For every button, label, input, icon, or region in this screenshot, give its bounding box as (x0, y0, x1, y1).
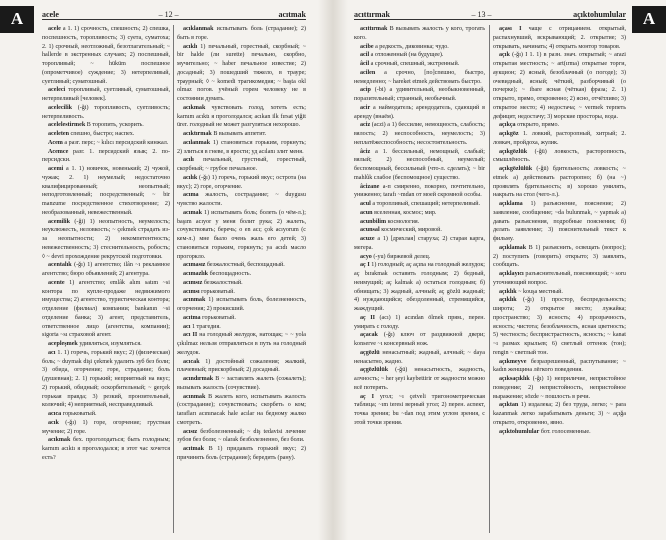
headword: açıkgöz (499, 131, 519, 137)
definition: на голодный желудок, натощак; ~ ~ yola çıkılmaz нельзя отправляться в путь на голодный желудок. (177, 332, 306, 356)
definition: 1 трагедия. (191, 323, 221, 330)
definition: (-ğı) 1) простор, беспредельность; широта; 2) открытое место; лужайка; пространство; 3) ясность; 4) прозрачность, ясность; чистота; безоблачность, ясная цветность; 5) честность; беспристрастность, ясность; ~ kanat ~ı размах крыльев; 6) светлый оттенок (тон); rengin ~ светлый тон. (493, 297, 626, 356)
headword: açıklık (499, 297, 517, 304)
dictionary-entry (493, 288, 626, 297)
dictionary-entry (42, 410, 170, 419)
dictionary-entry (354, 218, 485, 227)
dictionary-entry (177, 279, 306, 288)
definition: разг. 1. персидский язык; 2. по-персидски. (42, 148, 170, 164)
definition: a разг. перс; ~ kılıcı персидский кинжал. (64, 139, 169, 146)
dictionary-entry (354, 314, 485, 332)
dictionary-column (177, 25, 306, 535)
dictionary-entry (42, 279, 170, 340)
definition: торопливый, суетливый, суматошный, нетерпеливый [человек]. (42, 87, 170, 102)
definition: горьковатый. (201, 288, 235, 295)
dictionary-entry (177, 25, 306, 43)
dictionary-entry (354, 69, 485, 87)
headword: acıklanmak (183, 26, 214, 32)
dictionary-entry (354, 331, 485, 349)
definition: (-ğü) бдительность; ловкость; ~ etmek а) действовать расторопно; б) (на ~) проявлять бдительность; в) хорошо умилять, накрыть на стол (чего-л.). (493, 166, 626, 199)
dictionary-entry (354, 148, 485, 183)
definition: космический, мировой. (381, 227, 442, 234)
headword: acımsı (183, 288, 200, 295)
definition: безразрешенный, распутывание; ~ kadın женщина лёгкого поведения. (493, 358, 626, 374)
dictionary-entry (493, 200, 626, 244)
definition: удивляться, изумляться. (79, 341, 142, 347)
definition: (aczi) а 1) бессилие, немощность, слабость; вялость; 2) неспособность, неумелость; 3) неплатёжеспособность; несостоятельность. (354, 122, 485, 146)
definition: безболезненный; ~ diş tedavisi лечение зубов без боли; ~ olarak безболезненно, без боли. (177, 428, 306, 444)
definition: (-ğı) 1) агентство; ilân ~ı рекламное агентство; бюро объявлений; 2) агентура. (42, 262, 170, 277)
right-guide-word-first: acıttırmak (354, 10, 390, 19)
dictionary-entry (177, 428, 306, 446)
headword: açası I (499, 26, 522, 32)
definition: В жалеть кого, испытывать жалость (сострадание); сочувствовать; скорбеть о ком; tarafları acınınacak hale acılar на бедному жалко смотреть. (177, 393, 306, 426)
headword: acımak (183, 209, 202, 216)
headword: açıktohumlular (499, 428, 540, 435)
definition: (-ği) 1) неопытность, неумелость; неуклюжесть, неловкость; ~ çekmek страдать из-за неопытности; 2) некомпетентность; невежественность; 3) стеснительность, робость; ◊ ~ devri прохождение рекрутской подготовки. (42, 218, 170, 260)
headword: açıkgözlük (499, 148, 528, 155)
definition: 1) издалека; 2) без труда, легко; ~ para kazanmak легко зарабатывать деньги; 3) ~ açığa открыто, откровенно, явно. (493, 402, 626, 426)
headword: acemi (48, 166, 64, 172)
headword: acıkmak (48, 437, 71, 444)
headword: acilen (360, 69, 376, 76)
dictionary-entry (493, 401, 626, 427)
headword: acınmak (183, 393, 206, 400)
definition: вселенная, космос; мир. (374, 209, 437, 216)
dictionary-entry (42, 104, 170, 122)
column-divider (489, 25, 490, 533)
definition: 1) печальный, горестный, скорбный; ~ bir halde (ли surette) печально, скорбно, мучительно; ~ haber печальное известие; 2) досадный; 3) пошедший тяжело, в трауре; траурный; ◊ ~ komedi трагикомедия; ~ başta okl olmaz погов. учёный горем человеку не в состоянии думать. (177, 43, 306, 102)
dictionary-entry (354, 86, 485, 104)
dictionary-entry (42, 218, 170, 262)
definition: а торопливый, спешащий; нетерпеливый. (372, 201, 481, 207)
headword: âcil (360, 61, 370, 67)
headword: acelelestirmek (48, 122, 86, 129)
definition: a 1. 1) срочность, спешность; 2) спешка, поспешность, торопливость; 3) суета, суматоха; 2. 1) срочный, неотложный, безотлагательный; ~ hallerde в экстренных случаях; 2) поспешный, торопливый; ~ hüküm поспешное (опрометчивое) суждение; 3) нетерпеливый, суетливый; суматошный. (42, 26, 170, 85)
headword: acıtma (183, 314, 201, 321)
headword: acınmak (183, 297, 206, 304)
dictionary-entry (354, 60, 485, 69)
headword: acıtmak (183, 446, 204, 452)
definition: (-ğı) ключ от раздвижной двери; konserve ~ı консервный нож. (354, 332, 485, 347)
headword: acındırmak (183, 376, 214, 382)
definition: В ~ заставлять жалеть (сожалеть); вызывать жалость (сочувствие). (177, 376, 306, 391)
headword: açıksaçıklık (499, 376, 530, 382)
definition: (-ğı) 1) горе, огорчение; грустная мучение; 2) горе. (42, 419, 170, 435)
dictionary-entry (354, 121, 485, 147)
definition: а редкость, диковинка; чудо. (375, 43, 449, 50)
definition: безжалостный, беспощадный. (206, 262, 285, 269)
definition: ~ kouşa местный. (518, 288, 563, 295)
thumb-index-tab-left: A (0, 6, 34, 33)
dictionary-entry (354, 366, 485, 392)
definition: а срочный, спешный, экстренный. (370, 61, 460, 67)
headword: aç II (360, 314, 376, 321)
headword: açık (499, 52, 510, 59)
definition: печальный, грустный, горестный, скорбный; ~ грубое печальное. (177, 157, 306, 172)
page-gutter (318, 0, 348, 540)
headword: acul (360, 201, 371, 207)
definition: В вызывать аппетит. (213, 131, 267, 137)
headword: acımasız (183, 262, 206, 269)
headword: acık (48, 419, 59, 426)
dictionary-entry (42, 121, 170, 130)
headword: açıkça (499, 122, 516, 129)
headword: aceleten (48, 131, 69, 137)
dictionary-entry (493, 358, 626, 376)
dictionary-entry (354, 51, 485, 60)
dictionary-entry (177, 104, 306, 130)
definition: (-ğü) ловкость, расторопность, смышлёность. (493, 148, 626, 164)
headword: acıkmak (183, 104, 206, 111)
definition: (-yu) биржевой делец. (373, 253, 431, 260)
dictionary-entry (354, 43, 485, 52)
dictionary-entry (42, 436, 170, 462)
definition: а-п смиренно, покорно, почтительно, униженно; tarafı ~mdan от моей скромной особы. (354, 183, 485, 199)
headword: acılanmak (183, 139, 211, 146)
headword: Acem (48, 139, 63, 146)
dictionary-entry (493, 130, 626, 148)
definition: беx. проголодаться; быть голодным; karnım acıktı я проголодался; в этот час хочется есть? (42, 437, 170, 461)
left-page-number: – 12 – (158, 10, 179, 19)
headword: açacak (360, 332, 378, 339)
headword: acele (48, 26, 61, 32)
definition: 1. 1) горечь, горький вкус; 2) (физическая) боль; ~ duymak dişi çekmek удалить зуб без боли; 3) обида, огорчение; горе, страдание; боль (душевная); 2. 1) горький; неприятный на вкус; 2) горький, обидный; оскорбительный; ~ gerçek горькая правда; 3) резкий, пронзительный, колючий; 4) неприятный, несправедливый. (42, 349, 170, 409)
dictionary-entry (177, 130, 306, 139)
headword: açgözlülük (360, 367, 389, 374)
right-guide-word-last: açıktohumlular (573, 10, 626, 19)
headword: Acemce (48, 148, 69, 155)
definition: 1) испытывать боль, болезненность, огорчения; 2) прокисший. (177, 297, 306, 312)
headword: açıklamak (499, 244, 527, 251)
dictionary-column (354, 25, 485, 535)
left-guide-word-first: acele (42, 10, 59, 19)
headword: acunbilim (360, 218, 387, 225)
definition: 1) достойный сожаления; жалкий, плачевный; прискорбный; 2) досадный. (177, 358, 306, 374)
definition: (-ğı) I 1. 1) в разн. знач. открытый; ~ arazi открытая местность; ~ art(ırma) открытые торги, аукцион; 2) ясный, безоблачный (о погоде); 3) очевидный, ясный; чёткий, разборчивый (о почерке); ~ ibare ясная (чёткая) фраза; 2. 1) открыто, прямо, откровенно; 2) ясно, отчётливо; 3) открытое место; 4) недостача; ~ vermek терпеть дефицит, недостачу; 3) морские просторы, вода. (493, 52, 626, 120)
dictionary-entry (42, 130, 170, 139)
definition: В вызывать жалость у кого, трогать кого. (354, 26, 485, 41)
headword: aç I (360, 393, 374, 400)
headword: acılı (183, 157, 194, 164)
definition: а 1. бессильный, немощный, слабый; вялый; 2) неспособный, неумелый; беспомощный, бессильный (что-л. сделать); ~ bir mahlûk слабое (беспомощное) существо. (354, 148, 485, 181)
headword: acunsal (360, 227, 380, 234)
dictionary-entry (177, 296, 306, 314)
definition: a 1) [дряхлая] старуха; 2) старая карга, мегера. (354, 236, 485, 251)
dictionary-entry (177, 139, 306, 157)
dictionary-entry (493, 51, 626, 121)
headword: âciz (360, 148, 371, 155)
dictionary-entry (42, 419, 170, 437)
dictionary-entry (493, 121, 626, 130)
headword: acil (360, 52, 370, 59)
definition: жалость, сострадание; ~ duygusu чувство жалости. (177, 192, 306, 207)
dictionary-entry (493, 165, 626, 200)
definition: (-ğı) 1) горечь, горький вкус; острота (на вкус); 2) горе, огорчение. (177, 174, 306, 190)
dictionary-entry (493, 25, 626, 51)
dictionary-entry (42, 165, 170, 218)
dictionary-entry (354, 226, 485, 235)
definition: 1) разъяснение, пояснение; 2) заявление, сообщение; ~da bulunmak, ~ yapmak а) давать разъяснения, подробные пояснения; б) делать заявление; 3) пояснительный текст к фильму. (493, 201, 626, 242)
definition: а наймодатель; арендодатель, сдающий в аренду (внаём). (354, 104, 485, 120)
dictionary-entry (177, 375, 306, 393)
headword: acıcak (183, 358, 200, 365)
definition: a 1. 1) новичок, новенький; 2) чужой, чужак; 2. 1) неумелый; недостаточно квалифицированный; неопытный; неподготовленный; посредственный; ~ bir manzume посредственное стихотворение; 2) необразованный, невежественный. (42, 166, 170, 216)
definition: а отложенный (на будущее). (370, 52, 444, 59)
definition: 1) становиться горьким, горкнуть; 2) злиться в гневе, в ярости; уд acılanı злит меня. (177, 139, 306, 155)
dictionary-entry (354, 235, 485, 253)
dictionary-entry (354, 209, 485, 218)
headword: açıkmeyve (499, 358, 527, 365)
definition: бот. голосеменные. (540, 428, 591, 435)
dictionary-entry (177, 156, 306, 174)
dictionary-entry (354, 261, 485, 314)
headword: acentalık (48, 262, 72, 269)
definition: а срочно, [по]спешно, быстро, немедленно; ~ hareket etmek действовать быстро. (354, 69, 485, 85)
definition: горьковатый. (62, 411, 97, 417)
dictionary-entry (177, 191, 306, 209)
headword: acıca (48, 411, 62, 417)
headword: acemilik (48, 218, 71, 225)
headword: acılık (183, 174, 198, 181)
dictionary-entry (42, 349, 170, 410)
headword: açıklama (499, 201, 523, 207)
definition: чаще с отрицанием. открытый, распахнувший, вскрывающий; 2. открытие; 3) открывать, начинать; 4) открыть монтор товаров. (493, 26, 626, 50)
headword: acente (48, 279, 65, 286)
headword: aceleci (48, 87, 66, 94)
headword: aciz (360, 122, 371, 129)
dictionary-column (42, 25, 170, 535)
definition: B торопить, ускорить. (86, 122, 144, 129)
dictionary-entry (354, 393, 485, 428)
definition: В 1) придавать горький вкус; 2) причинять боль (страдание); бередить (рану). (177, 446, 306, 461)
headword: acıttırmak (360, 26, 388, 32)
definition: угол; ~ı çetveli тригонометрическая таблица; ~ım teresi верный угол; 2) перен. аспект, точка зрения; bu ~dan под этим углом зрения, с этой точки зрения. (354, 393, 485, 426)
dictionary-entry (493, 244, 626, 270)
definition: 1. ловкий, расторопный, хитрый; 2. ловкач, пройдоха, жулик. (493, 131, 626, 146)
definition: В 1) разъяснить, освещать (вопрос); 2) поступить (говорить) открыто; 3) заявлять, сообщать. (493, 244, 626, 269)
dictionary-entry (177, 288, 306, 297)
headword: acelecilik (48, 104, 73, 111)
dictionary-entry (177, 209, 306, 262)
dictionary-entry (354, 183, 485, 201)
dictionary-entry (42, 261, 170, 279)
definition: 1) агентство; emlâk alım satım ~si контора по купле-продаже недвижимого имущества; 2) агентство, туристическая контора; отделение (филиал) компании; bankanın ~si отделение банка; 3) агент, представитель, ответственное лицо (агентства, компании); sigorta ~sı страховой агент. (42, 279, 170, 339)
dictionary-entry (42, 86, 170, 104)
headword: acımazlık (183, 271, 209, 277)
definition: беспощадность. (209, 271, 252, 277)
dictionary-entry (493, 148, 626, 166)
headword: açgözlü (360, 349, 380, 356)
dictionary-entry (177, 445, 306, 463)
definition: ненасытный; жадный, алчный; ~ daya ненасытно, жадно. (354, 349, 485, 365)
definition: испытывать боль (страдание); 2) быть в горе. (177, 26, 306, 41)
dictionary-entry (42, 25, 170, 86)
dictionary-entry (42, 148, 170, 166)
dictionary-entry (354, 25, 485, 43)
headword: acibe (360, 43, 374, 50)
definition: горьковатый. (202, 314, 236, 321)
dictionary-entry (177, 393, 306, 428)
headword: acı II (183, 332, 198, 339)
definition: разъяснительный, поясняющий; ~ soru уточняющий вопрос. (493, 271, 626, 286)
dictionary-entry (354, 104, 485, 122)
headword: acıma (183, 192, 199, 199)
right-page-header (354, 7, 626, 20)
dictionary-column (493, 25, 626, 535)
definition: космология. (387, 218, 420, 225)
dictionary-entry (493, 428, 626, 437)
dictionary-entry (493, 270, 626, 288)
headword: acıklı (183, 43, 198, 50)
headword: acımsız (183, 279, 203, 286)
left-guide-word-last: acıtmak (278, 10, 306, 19)
definition: (-ği) торопливость, суетливость; нетерпеливость. (42, 104, 170, 120)
headword: acısız (183, 428, 198, 435)
left-page-header (42, 7, 306, 20)
thumb-index-tab-right: A (632, 6, 666, 33)
column-divider (173, 25, 174, 533)
headword: acir (360, 104, 371, 111)
headword: açıktan (499, 402, 519, 409)
dictionary-entry (177, 358, 306, 376)
dictionary-entry (177, 174, 306, 192)
dictionary-entry (177, 270, 306, 279)
dictionary-entry (354, 349, 485, 367)
headword: acyo (360, 253, 372, 260)
dictionary-entry (177, 314, 306, 323)
definition: (-ğı) 1) неприличие, непристойное поведение; 2) непристойность, непристойное выражение; sözde ~ пошлость в речи. (493, 376, 626, 400)
definition: (-ğü) ненасытность, жадность, алчность; ~ her şeyi kaybettirir от жадности можно всё потерять. (354, 367, 485, 391)
dictionary-entry (42, 340, 170, 349)
definition: 1) голодный; aç açına на голодный желудок; aç bırakmak оставить голодным; 2) бедный, неимущий; aç kalmak а) остаться голодным; б) обнищать; 3) жадный, алчный; aç gözlü жадный; 4) нуждающийся; обездоленный, стремящийся, жаждущий. (354, 262, 485, 312)
dictionary-entry (42, 139, 170, 148)
headword: açıkgözlülük (499, 166, 533, 172)
headword: aç I (360, 262, 370, 269)
dictionary-entry (177, 43, 306, 104)
dictionary-entry (354, 200, 485, 209)
headword: açıklık (499, 288, 517, 295)
headword: acuze (360, 236, 375, 242)
headword: acı (48, 349, 56, 356)
headword: âcizane (360, 183, 380, 190)
headword: acı (183, 323, 191, 330)
dictionary-entry (354, 253, 485, 262)
definition: спешно, быстро; наспех. (70, 131, 135, 137)
definition: безжалостный. (203, 279, 243, 286)
definition: (acı) 1) acından ölmek прям., перен. умирать с голоду. (354, 314, 485, 330)
dictionary-entry (177, 261, 306, 270)
right-page-number: – 13 – (471, 10, 492, 19)
dictionary-entry (493, 296, 626, 357)
definition: 1) испытывать боль; болеть (о чём-л.); başım acıyor у меня болит рука; 2) жалеть, сочувствовать; беречь; o en acı; çok acıyorum (с кем-л.) мне было очень жаль его детей; 3) становиться горьким, горкнуть; уа acıdı масло прогоркло. (177, 209, 306, 260)
headword: açıklayıcı (499, 271, 524, 277)
definition: чувствовать голод, хотеть есть; karnım acıktı я проголодался; acıkan ilk fırsat yiğit ürer. голодный не может разгуляться нехорошо. (177, 104, 306, 129)
dictionary-entry (177, 331, 306, 357)
definition: открыто, прямо. (517, 122, 560, 129)
definition: (-bi) а удивительный, необыкновенный, поразительный; странный, необычный. (354, 87, 485, 102)
headword: acun (360, 209, 373, 216)
dictionary-entry (177, 323, 306, 332)
headword: acıktırmak (183, 131, 212, 137)
dictionary-entry (493, 375, 626, 401)
headword: acepleşmek (48, 341, 78, 347)
headword: acip (360, 87, 371, 94)
